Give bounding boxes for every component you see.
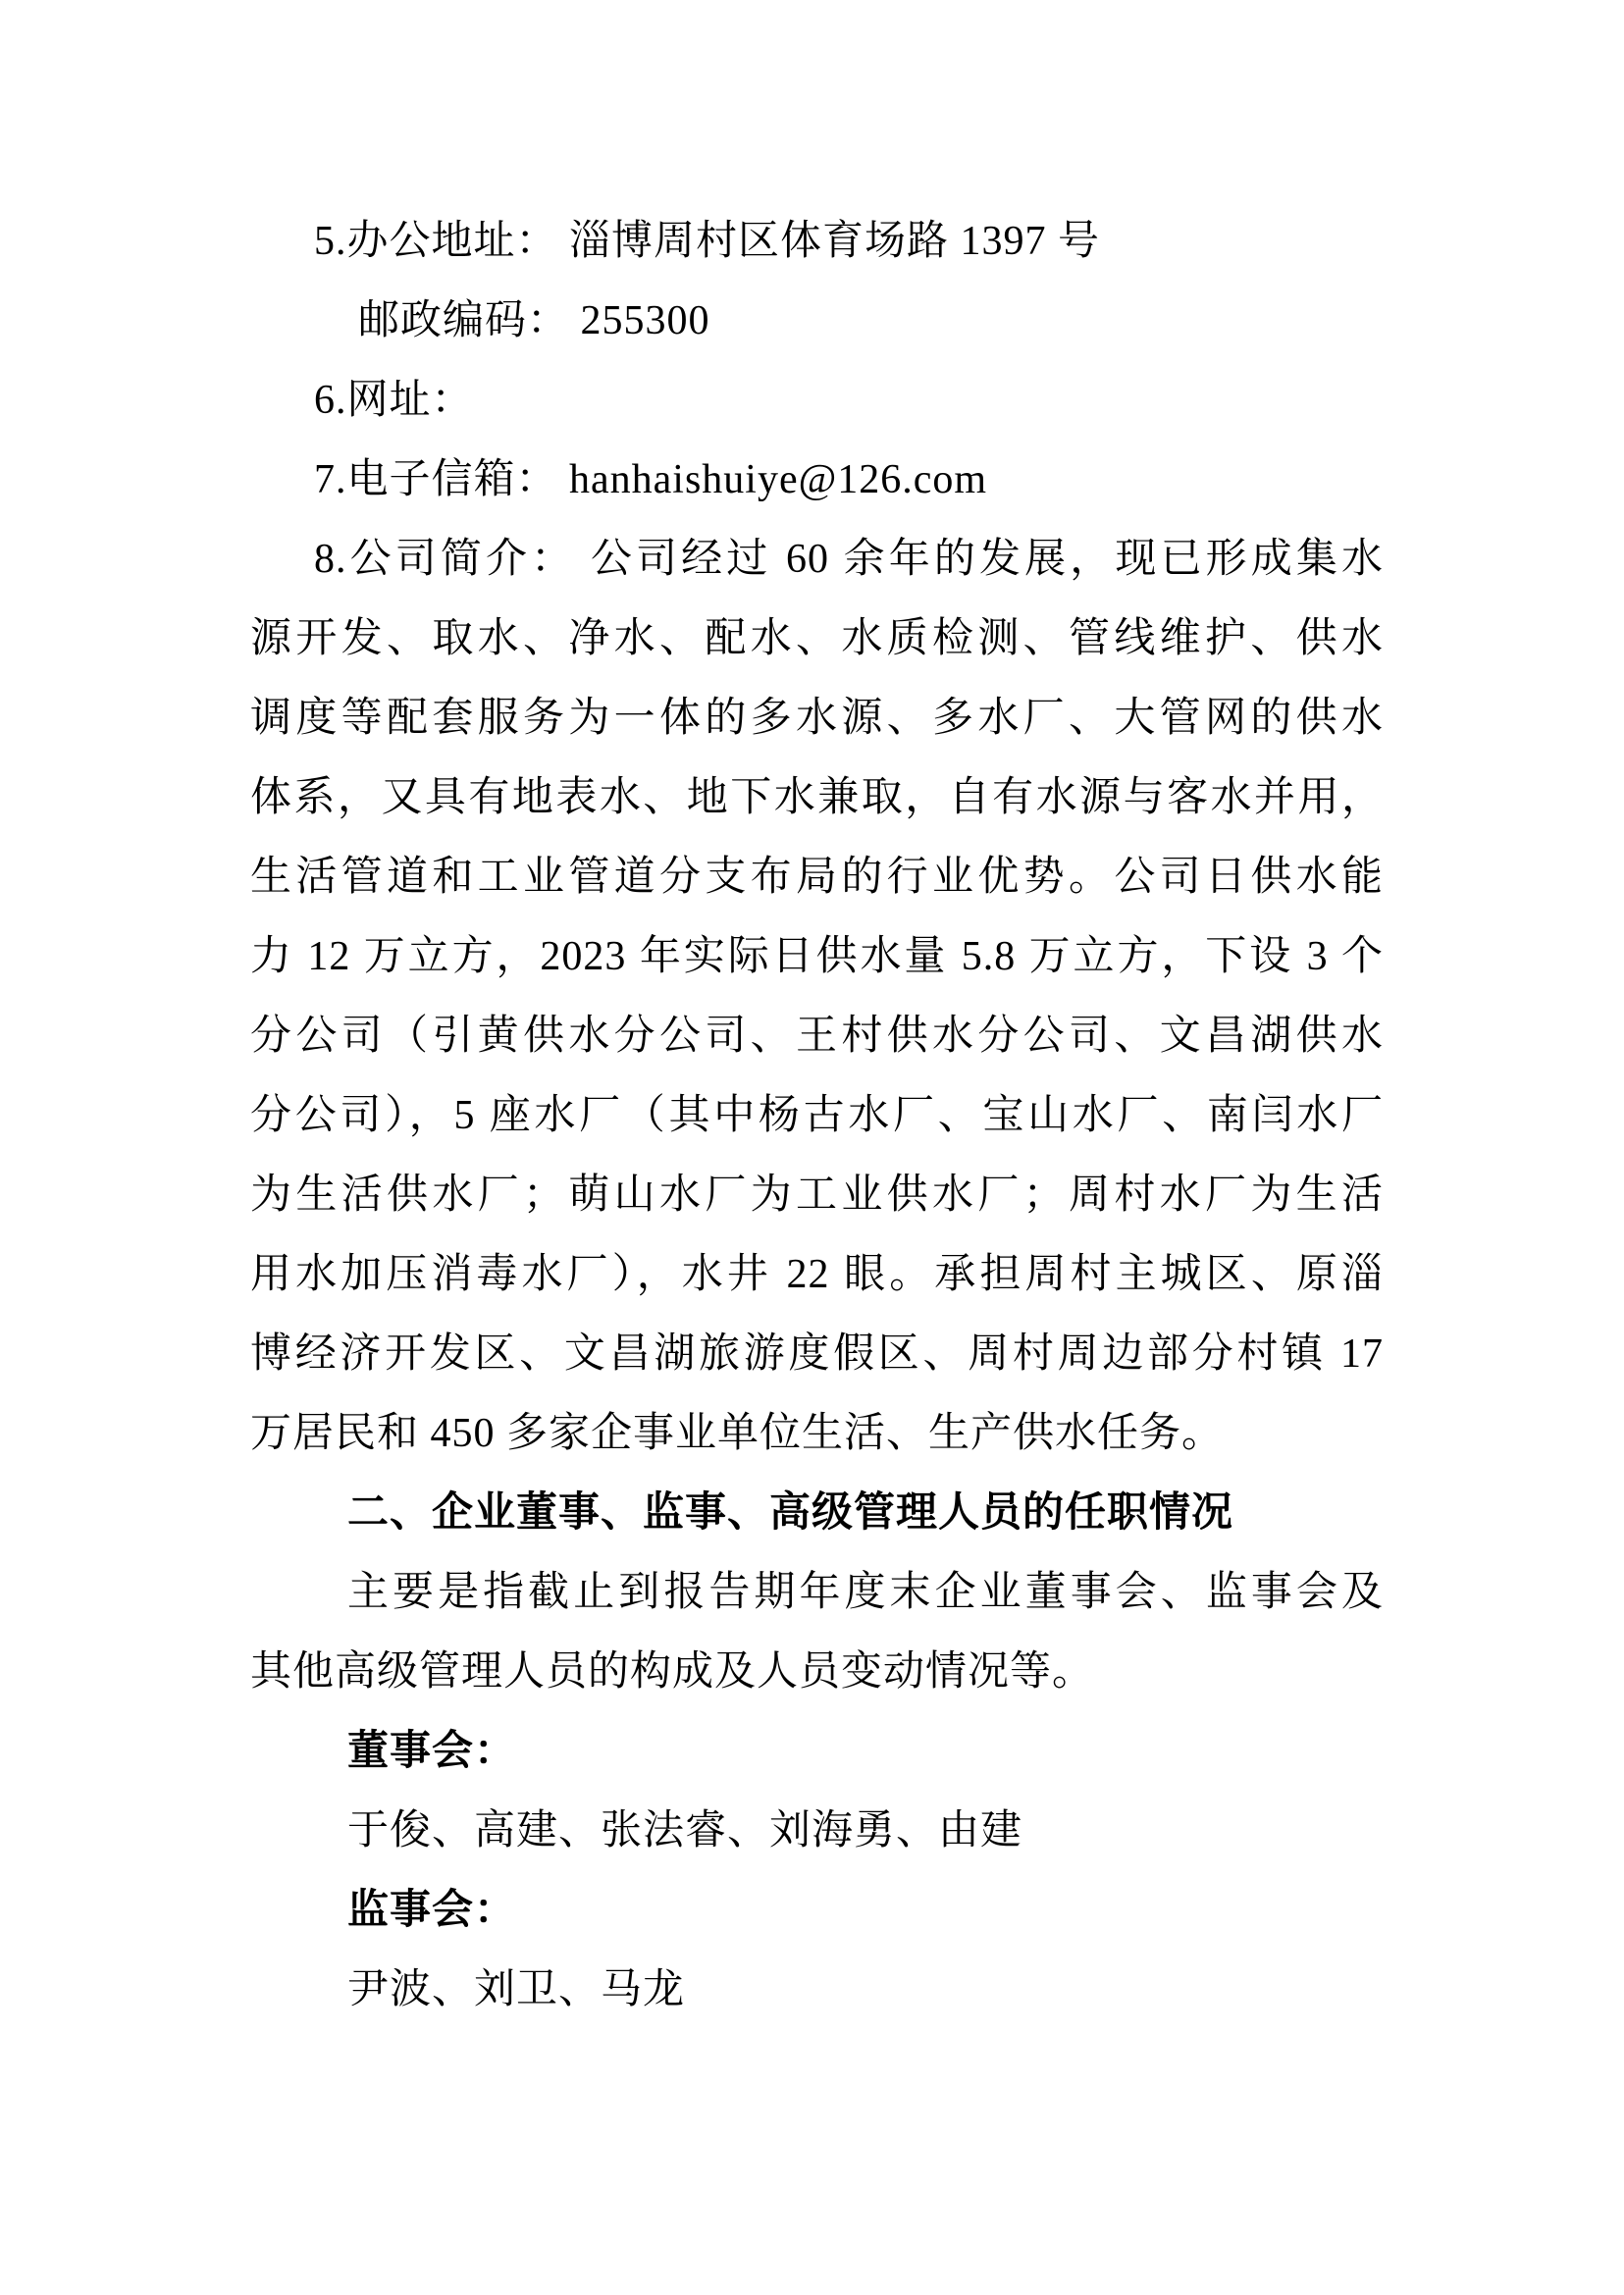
text-line: 于俊、高建、张法睿、刘海勇、由建: [347, 1808, 1023, 1853]
text-line: 7.电子信箱： hanhaishuiye@126.com: [314, 457, 988, 502]
text-line: 分公司（引黄供水分公司、王村供水分公司、文昌湖供水: [250, 1014, 1384, 1059]
text-line: 博经济开发区、文昌湖旅游度假区、周村周边部分村镇 17: [250, 1331, 1384, 1377]
text-line: 万居民和 450 多家企事业单位生活、生产供水任务。: [250, 1411, 1225, 1456]
text-line: 尹波、刘卫、马龙: [347, 1967, 686, 2012]
text-line: 邮政编码： 255300: [358, 298, 710, 343]
text-line: 其他高级管理人员的构成及人员变动情况等。: [250, 1649, 1095, 1695]
text-line: 为生活供水厂；萌山水厂为工业供水厂；周村水厂为生活: [250, 1173, 1384, 1218]
text-line: 监事会：: [347, 1888, 517, 1933]
text-line: 分公司），5 座水厂（其中杨古水厂、宝山水厂、南闫水厂: [250, 1093, 1384, 1138]
text-line: 主要是指截止到报告期年度末企业董事会、监事会及: [347, 1570, 1384, 1615]
text-line: 5.办公地址： 淄博周村区体育场路 1397 号: [314, 219, 1101, 264]
text-line: 董事会：: [347, 1729, 517, 1774]
text-line: 用水加压消毒水厂），水井 22 眼。承担周村主城区、原淄: [250, 1252, 1384, 1297]
text-line: 源开发、取水、净水、配水、水质检测、管线维护、供水: [250, 616, 1384, 661]
text-line: 生活管道和工业管道分支布局的行业优势。公司日供水能: [250, 855, 1384, 900]
text-line: 6.网址：: [314, 378, 474, 423]
text-line: 8.公司简介： 公司经过 60 余年的发展，现已形成集水: [314, 537, 1384, 582]
text-line: 力 12 万立方，2023 年实际日供水量 5.8 万立方，下设 3 个: [250, 934, 1384, 979]
text-content: [250, 202, 1384, 2030]
text-line: 二、企业董事、监事、高级管理人员的任职情况: [347, 1490, 1234, 1536]
text-line: 调度等配套服务为一体的多水源、多水厂、大管网的供水: [250, 696, 1384, 741]
text-line: 体系，又具有地表水、地下水兼取，自有水源与客水并用，: [250, 775, 1384, 820]
